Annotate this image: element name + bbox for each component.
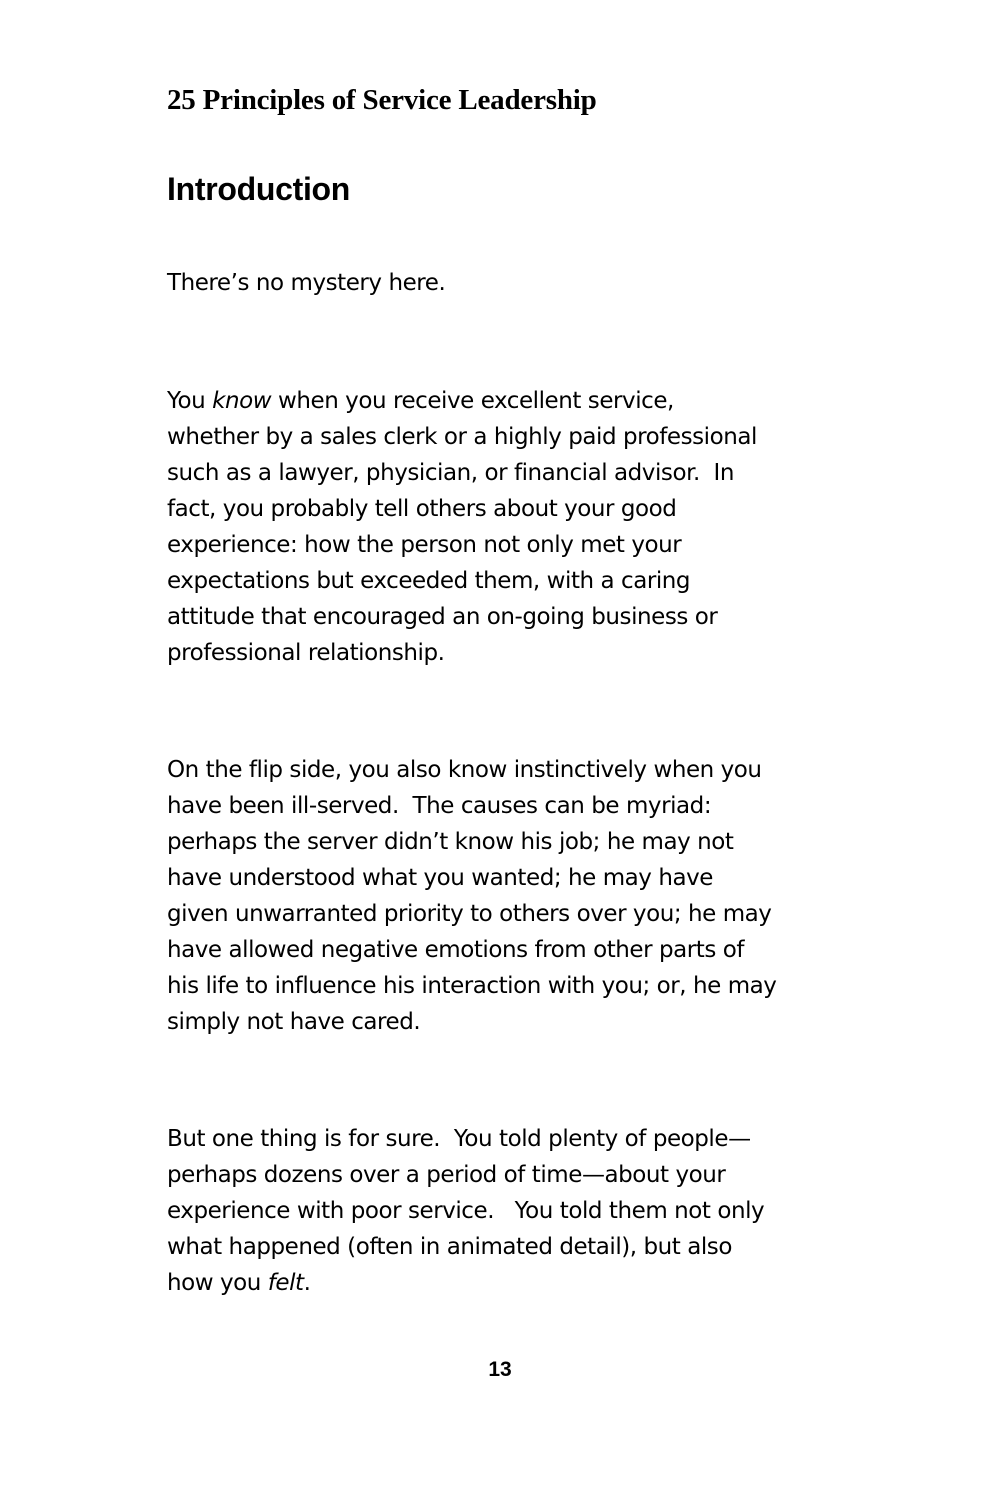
text-segment: professional relationship. <box>167 640 445 666</box>
text-segment: have allowed negative emotions from other parts of <box>167 937 744 963</box>
text-line <box>167 599 847 635</box>
text-segment: given unwarranted priority to others over you; he may <box>167 901 772 927</box>
text-segment: whether by a sales clerk or a highly paid professional <box>167 424 757 450</box>
paragraph <box>167 752 847 1040</box>
text-line <box>167 527 847 563</box>
text-line <box>167 968 847 1004</box>
text-line <box>167 932 847 968</box>
text-segment: experience with poor service. You told them not only <box>167 1198 765 1224</box>
text-segment: simply not have cared. <box>167 1009 421 1035</box>
text-line <box>167 635 847 671</box>
text-segment: have understood what you wanted; he may have <box>167 865 713 891</box>
text-segment: perhaps the server didn’t know his job; he may not <box>167 829 734 855</box>
text-line <box>167 1265 847 1301</box>
text-segment: such as a lawyer, physician, or financial advisor. In <box>167 460 735 486</box>
paragraph <box>167 383 847 671</box>
text-segment: There’s no mystery here. <box>167 270 446 296</box>
text-segment: perhaps dozens over a period of time—about your <box>167 1162 726 1188</box>
chapter-title: Introduction <box>167 171 351 207</box>
text-segment: experience: how the person not only met your <box>167 532 682 558</box>
text-line <box>167 1157 847 1193</box>
emphasized-text: felt <box>267 1270 304 1296</box>
text-line <box>167 1229 847 1265</box>
text-line <box>167 265 847 301</box>
text-segment: But one thing is for sure. You told plenty of people— <box>167 1126 751 1152</box>
page-number: 13 <box>488 1358 512 1381</box>
text-line <box>167 563 847 599</box>
text-segment: attitude that encouraged an on-going business or <box>167 604 718 630</box>
text-line <box>167 455 847 491</box>
text-line <box>167 419 847 455</box>
paragraph <box>167 1121 847 1301</box>
text-segment: fact, you probably tell others about your good <box>167 496 677 522</box>
text-line <box>167 383 847 419</box>
running-head: 25 Principles of Service Leadership <box>167 84 597 116</box>
text-segment: when you receive excellent service, <box>271 388 674 414</box>
text-segment: expectations but exceeded them, with a caring <box>167 568 691 594</box>
text-segment: On the flip side, you also know instinctively when you <box>167 757 762 783</box>
text-line <box>167 752 847 788</box>
text-line <box>167 788 847 824</box>
paragraph <box>167 265 847 301</box>
text-line <box>167 1193 847 1229</box>
text-segment: . <box>303 1270 311 1296</box>
text-segment: what happened (often in animated detail), but also <box>167 1234 732 1260</box>
text-segment: You <box>167 388 213 414</box>
text-line <box>167 491 847 527</box>
text-segment: how you <box>167 1270 268 1296</box>
text-line <box>167 824 847 860</box>
text-line <box>167 1121 847 1157</box>
text-line <box>167 860 847 896</box>
emphasized-text: know <box>212 388 272 414</box>
text-line <box>167 896 847 932</box>
text-line <box>167 1004 847 1040</box>
text-segment: his life to influence his interaction with you; or, he may <box>167 973 777 999</box>
text-segment: have been ill-served. The causes can be myriad: <box>167 793 712 819</box>
